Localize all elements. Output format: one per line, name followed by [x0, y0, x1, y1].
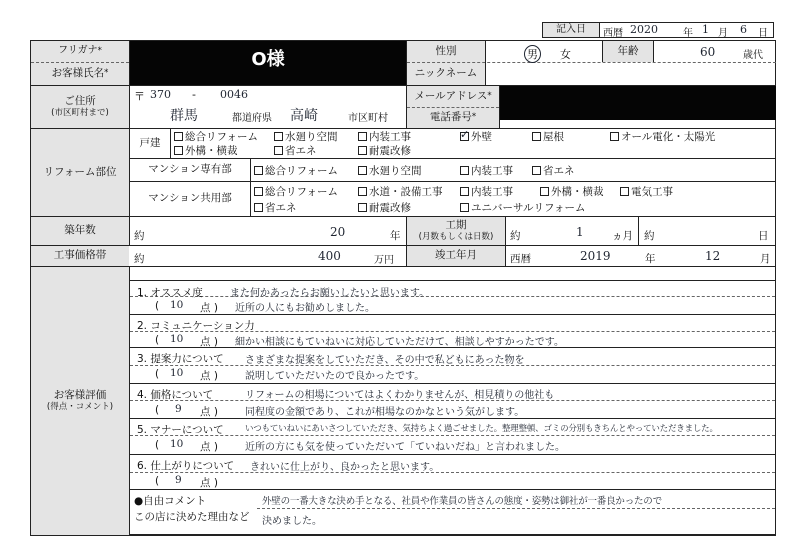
price-approx: 約 [134, 253, 145, 265]
eval-6-score-open: ( [155, 475, 160, 487]
checkbox[interactable] [254, 187, 263, 196]
cb-house-general[interactable]: 総合リフォーム [174, 129, 274, 144]
cb-private-water[interactable]: 水廻り空間 [358, 163, 460, 178]
postal-mark: 〒 [134, 90, 145, 103]
age-value: 60 [700, 45, 716, 59]
completion-year-unit: 年 [645, 253, 656, 265]
cb-private-general[interactable]: 総合リフォーム [254, 163, 358, 178]
cb-house-interior[interactable]: 内装工事 [358, 129, 460, 144]
eval-4-score-unit: 点 ) [200, 406, 218, 418]
cb-common-universal[interactable]: ユニバーサルリフォーム [460, 200, 585, 215]
period-months: 1 [576, 225, 584, 239]
eval-5-comment-2: 近所の方にも気を使っていただいて「ていねいだね」と言われました。 [245, 442, 565, 453]
gender-male[interactable]: 男 [524, 45, 541, 63]
common-row-1 [254, 184, 673, 198]
age-label: 年齢 [617, 44, 639, 57]
cb-house-roof[interactable]: 屋根 [532, 129, 610, 144]
nickname-label: ニックネーム [414, 66, 478, 79]
eval-4-title: 4. 価格について [137, 389, 214, 401]
contact-redaction [500, 86, 776, 120]
eval-4-score: 9 [175, 403, 182, 415]
house-row-1 [174, 129, 715, 143]
cb-house-seismic[interactable]: 耐震改修 [358, 143, 411, 158]
building-age-label: 築年数 [64, 224, 96, 237]
checkbox[interactable] [174, 146, 183, 155]
building-age-unit: 年 [390, 230, 401, 242]
free-comment-sub: この店に決めた理由など [134, 511, 250, 523]
checkbox[interactable] [274, 132, 283, 141]
cb-house-water[interactable]: 水廻り空間 [274, 129, 358, 144]
price-unit: 万円 [374, 255, 394, 266]
date-year: 2020 [630, 23, 658, 36]
checkbox[interactable] [358, 132, 367, 141]
checkbox[interactable] [274, 146, 283, 155]
eval-2-score-unit: 点 ) [200, 336, 218, 348]
customer-name-label: お客様氏名 * [51, 66, 109, 79]
eval-4-score-open: ( [155, 404, 160, 416]
period-months-unit: ヵ月 [612, 230, 633, 242]
cb-private-energy[interactable]: 省エネ [532, 163, 575, 178]
completion-month: 12 [705, 249, 721, 263]
customer-name-value: O様 [251, 48, 285, 70]
checkbox[interactable] [532, 132, 541, 141]
eval-5-score-unit: 点 ) [200, 441, 218, 453]
cb-common-energy[interactable]: 省エネ [254, 200, 358, 215]
gender-label: 性別 [435, 44, 457, 57]
private-label: マンション専有部 [148, 163, 232, 176]
phone-label: 電話番号 * [429, 110, 477, 123]
completion-month-unit: 月 [760, 253, 771, 265]
eval-2-score-open: ( [155, 334, 160, 346]
checkbox-checked[interactable] [460, 132, 469, 141]
cb-common-interior[interactable]: 内装工事 [460, 184, 540, 199]
eval-2-title: 2. コミュニケーション力 [137, 320, 255, 332]
completion-year: 2019 [580, 249, 611, 263]
eval-5-title: 5. マナーについて [137, 424, 224, 436]
postal-a: 370 [150, 88, 171, 101]
checkbox[interactable] [460, 203, 469, 212]
period-approx-days: 約 [644, 230, 655, 242]
eval-6-comment-1: きれいに仕上がり、良かったと思います。 [250, 462, 440, 473]
eval-1-comment-1: また何かあったらお願いしたいと思います。 [230, 288, 430, 299]
date-year-unit: 年 [683, 28, 693, 39]
checkbox[interactable] [358, 146, 367, 155]
eval-4-comment-2: 同程度の金額であり、これが相場なのかなという気がします。 [245, 407, 525, 418]
cb-common-electrical[interactable]: 電気工事 [620, 184, 673, 199]
period-label: 工期 (月数もしくは日数) [418, 219, 494, 243]
date-label: 記入日 [556, 23, 586, 35]
house-label: 戸建 [139, 136, 161, 149]
cb-house-solar[interactable]: オール電化・太陽光 [610, 129, 715, 144]
checkbox[interactable] [620, 187, 629, 196]
furigana-label: フリガナ * [58, 45, 102, 57]
private-row [254, 163, 575, 177]
eval-6-score: 9 [175, 474, 182, 486]
date-month: 1 [702, 23, 709, 36]
checkbox[interactable] [532, 166, 541, 175]
pref-value: 群馬 [170, 108, 198, 124]
free-comment-2: 決めました。 [262, 516, 322, 527]
eval-3-comment-2: 説明していただいたので良かったです。 [245, 371, 425, 382]
common-row-2 [254, 200, 585, 214]
checkbox[interactable] [460, 166, 469, 175]
checkbox[interactable] [540, 187, 549, 196]
city-value: 高崎 [290, 108, 318, 124]
eval-2-comment-2: 細かい相談にもていねいに対応していただけて、相談しやすかったです。 [235, 337, 564, 348]
date-day-unit: 日 [758, 28, 768, 39]
free-comment-title: ●自由コメント [134, 495, 207, 507]
period-days-unit: 日 [758, 230, 769, 242]
checkbox[interactable] [460, 187, 469, 196]
eval-3-title: 3. 提案力について [137, 353, 224, 365]
eval-6-title: 6. 仕上がりについて [137, 460, 235, 472]
checkbox[interactable] [254, 166, 263, 175]
building-age-approx: 約 [134, 230, 145, 242]
cb-private-interior[interactable]: 内装工事 [460, 163, 532, 178]
cb-common-plumbing[interactable]: 水道・設備工事 [358, 184, 460, 199]
eval-1-comment-2: 近所の人にもお勧めしました。 [235, 303, 375, 314]
postal-b: 0046 [220, 88, 248, 101]
cb-house-landscape[interactable]: 外構・横裁 [174, 143, 274, 158]
eval-2-score: 10 [170, 333, 184, 345]
address-label: ご住所 (市区町村まで) [51, 95, 109, 119]
gender-female[interactable]: 女 [560, 48, 571, 61]
eval-3-score-open: ( [155, 368, 160, 380]
eval-1-score-unit: 点 ) [200, 302, 218, 314]
city-unit: 市区町村 [348, 113, 388, 124]
date-day: 6 [740, 23, 747, 36]
price-value: 400 [318, 249, 341, 263]
eval-6-score-unit: 点 ) [200, 477, 218, 489]
eval-5-score: 10 [170, 438, 184, 450]
completion-era: 西暦 [510, 253, 531, 265]
checkbox[interactable] [358, 187, 367, 196]
free-comment-1: 外壁の一番大きな決め手となる、社員や作業員の皆さんの態度・姿勢は御社が一番良かったので [262, 496, 662, 507]
eval-1-score: 10 [170, 299, 184, 311]
building-age-value: 20 [330, 225, 346, 239]
cb-common-general[interactable]: 総合リフォーム [254, 184, 358, 199]
eval-1-score-open: ( [155, 300, 160, 312]
date-era: 西暦 [603, 28, 623, 39]
pref-unit: 都道府県 [232, 113, 272, 124]
evaluation-label: お客様評価 (得点・コメント) [46, 389, 114, 413]
price-label: 工事価格帯 [53, 249, 107, 262]
checkbox[interactable] [174, 132, 183, 141]
age-unit: 歳代 [743, 50, 763, 61]
eval-5-score-open: ( [155, 439, 160, 451]
cb-house-energy[interactable]: 省エネ [274, 143, 358, 158]
cb-house-exterior-wall[interactable]: ✓ 外壁 [460, 129, 532, 144]
eval-3-comment-1: さまざまな提案をしていただき、その中で私どもにあった物を [245, 355, 525, 366]
postal-dash: - [192, 88, 196, 101]
eval-5-comment-1: いつもていねいにあいさつしていただき、気持ちよく過ごせました。整理整頓、ゴミの分別もきちんとやっていただきました。 [245, 424, 718, 434]
cb-common-landscape[interactable]: 外構・横裁 [540, 184, 620, 199]
date-month-unit: 月 [718, 28, 728, 39]
cb-common-seismic[interactable]: 耐震改修 [358, 200, 460, 215]
checkbox[interactable] [358, 203, 367, 212]
checkbox[interactable] [254, 203, 263, 212]
eval-3-score: 10 [170, 367, 184, 379]
completion-label: 竣工年月 [435, 249, 477, 262]
eval-4-comment-1: リフォームの相場についてはよくわかりませんが、相見積りの他社も [245, 390, 555, 401]
checkbox[interactable] [610, 132, 619, 141]
email-label: メールアドレス * [414, 89, 492, 102]
period-approx: 約 [510, 230, 521, 242]
checkbox[interactable] [358, 166, 367, 175]
house-row-2 [174, 143, 411, 157]
reform-label: リフォーム部位 [43, 165, 117, 178]
common-label: マンション共用部 [148, 192, 232, 205]
eval-3-score-unit: 点 ) [200, 370, 218, 382]
eval-1-title: 1. オススメ度 [137, 287, 203, 299]
